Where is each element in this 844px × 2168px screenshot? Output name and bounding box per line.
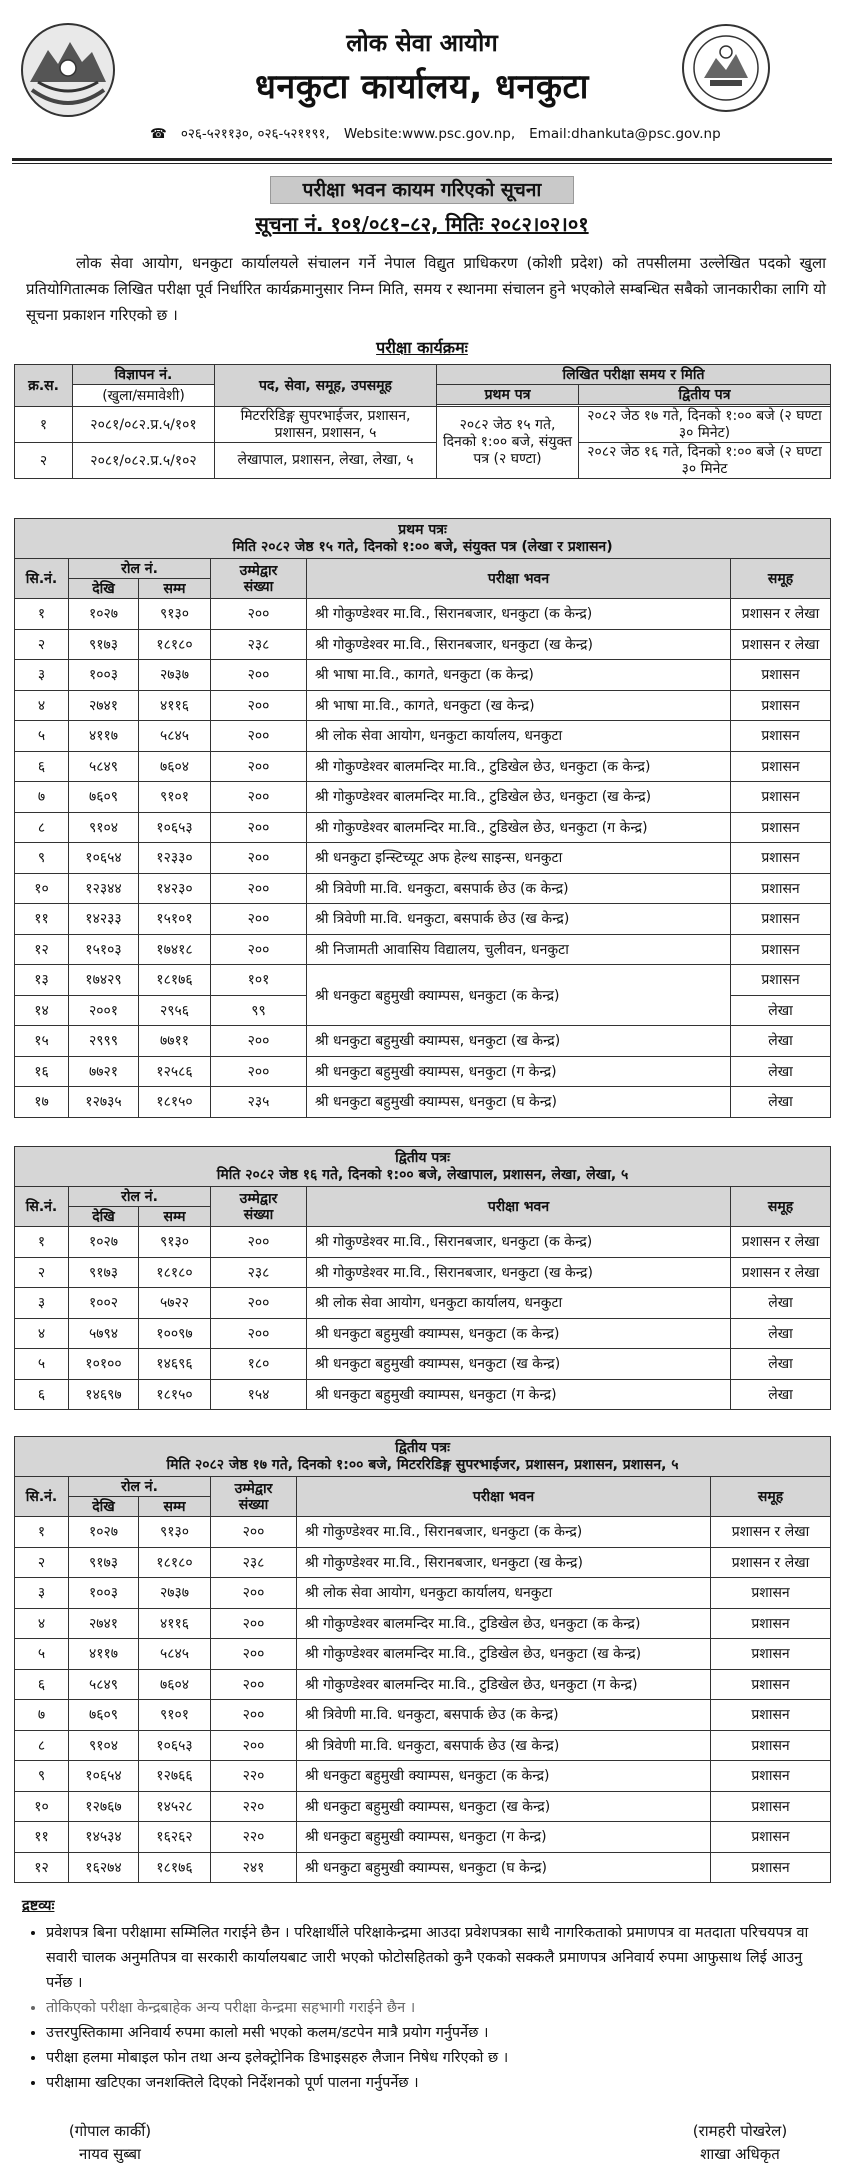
cell-roll-from: १६२७४ (69, 1852, 139, 1883)
cell-group: प्रशासन (731, 843, 831, 874)
cell-sn: १७ (15, 1087, 69, 1118)
cell-exam-hall: श्री धनकुटा बहुमुखी क्याम्पस, धनकुटा (क केन्द्र) (297, 1761, 711, 1792)
cell-sn: ४ (15, 1608, 69, 1639)
cell-exam-hall: श्री त्रिवेणी मा.वि. धनकुटा, बसपार्क छेउ (ख केन्द्र) (307, 904, 731, 935)
cell-roll-from: ९१७३ (69, 629, 139, 660)
cell-roll-from: १२३४४ (69, 873, 139, 904)
cell-candidate-count: २०० (211, 1517, 297, 1548)
cell-candidate-count: २०० (211, 1608, 297, 1639)
table-row (15, 721, 831, 752)
cell-roll-to: ७७११ (139, 1026, 211, 1057)
cell-group: प्रशासन (731, 965, 831, 996)
cell-group: प्रशासन (711, 1639, 831, 1670)
header-adv-sub: (खुला/समावेशी) (73, 385, 215, 407)
table-row (15, 1288, 831, 1319)
cell-roll-from: १२७६७ (69, 1791, 139, 1822)
cell-roll-from: ५८४९ (69, 1669, 139, 1700)
cell-candidate-count: २०० (211, 599, 307, 630)
org-name: लोक सेवा आयोग (346, 29, 498, 57)
cell-sn: १५ (15, 1026, 69, 1057)
cell-exam-hall: श्री त्रिवेणी मा.वि. धनकुटा, बसपार्क छेउ (क केन्द्र) (307, 873, 731, 904)
cell-sn: ९ (15, 1761, 69, 1792)
cell-sn: ६ (15, 1379, 69, 1410)
table-row (15, 1669, 831, 1700)
office-name: धनकुटा कार्यालय, धनकुटा (255, 67, 589, 107)
cell-exam-hall: श्री धनकुटा बहुमुखी क्याम्पस, धनकुटा (ग केन्द्र) (307, 1056, 731, 1087)
cell-group: लेखा (731, 1056, 831, 1087)
phone-numbers: ०२६-५२११३०, ०२६-५२११९१, (180, 126, 330, 142)
notice-number: सूचना नं. १०१/०८१–८२, मितिः २०८२।०२।०१ (255, 212, 589, 236)
cell-roll-to: १८१८० (139, 1257, 211, 1288)
table-row (15, 873, 831, 904)
signature-right: (रामहरी पोखरेल) शाखा अधिकृत (692, 2122, 788, 2163)
cell-roll-from: ५८४९ (69, 751, 139, 782)
cell-sn: २ (15, 1257, 69, 1288)
email-link[interactable]: Email:dhankuta@psc.gov.np (529, 126, 721, 142)
cell-candidate-count: २०० (211, 1056, 307, 1087)
cell-group: प्रशासन (711, 1669, 831, 1700)
cell-sn: ५ (15, 1639, 69, 1670)
table-row (15, 904, 831, 935)
first-paper-table: प्रथम पत्रः मिति २०८२ जेष्ठ १५ गते, दिनको १:०० बजे, संयुक्त पत्र (लेखा र प्रशासन) सि.नं. रोल नं. उम्मेद्वार संख्या परीक्षा भवन समूह देखि सम्म १ १०२७ ९१३० २०० श्री गोकुण्डेश्वर मा.वि., सिरानबजार, धनकुटा (क केन्द्र) प्रशासन र लेखा २ ९१७३ १८१८० २३८ श्री गोकुण्डेश्वर मा.वि., सिरानबजार, धनकुटा (ख केन्द्र) प्रशासन र लेखा ३ १००३ २७३७ २०० श्री भाषा मा.वि., कागते, धनकुटा (क केन्द्र) प्रशासन ४ २७४१ ४११६ २०० श्री भाषा मा.वि., कागते, धनकुटा (ख केन्द्र) प्रशासन ५ ४११७ ५८४५ २०० श्री लोक सेवा आयोग, धनकुटा कार्यालय, धनकुटा प्रशासन ६ ५८४९ ७६०४ २०० श्री गोकुण्डेश्वर बालमन्दिर मा.वि., टुडिखेल छेउ, धनकुटा (क केन्द्र) प्रशासन ७ ७६०९ ९१०१ २०० श्री गोकुण्डेश्वर बालमन्दिर मा.वि., टुडिखेल छेउ, धनकुटा (ख केन्द्र) प्रशासन ८ ९१०४ १०६५३ २०० श्री गोकुण्डेश्वर बालमन्दिर मा.वि., टुडिखेल छेउ, धनकुटा (ग केन्द्र) प्रशासन ९ १०६५४ १२३३० २०० श्री धनकुटा इन्स्टिच्यूट अफ हेल्थ साइन्स, धनकुटा प्रशासन १० १२३४४ १४२३० २०० श्री त्रिवेणी मा.वि. धनकुटा, बसपार्क छेउ (क केन्द्र) प्रशासन ११ १४२३३ १५१०१ २०० श्री त्रिवेणी मा.वि. धनकुटा, बसपार्क छेउ (ख केन्द्र) प्रशासन १२ १५१०३ १७४१८ २०० श्री निजामती आवासिय विद्यालय, चुलीवन, धनकुटा प्रशासन १३ १७४२९ १८१७६ १०१ श्री धनकुटा बहुमुखी क्याम्पस, धनकुटा (क केन्द्र) प्रशासन १४ २००१ २९५६ ९९ लेखा १५ २९९९ ७७११ २०० श्री धनकुटा बहुमुखी क्याम्पस, धनकुटा (ख केन्द्र) लेखा १६ ७७२१ १२५८६ २०० श्री धनकुटा बहुमुखी क्याम्पस, धनकुटा (ग केन्द्र) लेखा १७ १२७३५ १८१५० २३५ श्री धनकुटा बहुमुखी क्याम्पस, धनकुटा (घ केन्द्र) लेखा (14, 518, 831, 1118)
cell-candidate-count: २३८ (211, 1257, 307, 1288)
cell-roll-from: १०१०० (69, 1349, 139, 1380)
cell-sn: १३ (15, 965, 69, 996)
cell-sn: १२ (15, 1852, 69, 1883)
cell-exam-hall: श्री गोकुण्डेश्वर मा.वि., सिरानबजार, धनकुटा (क केन्द्र) (297, 1517, 711, 1548)
cell-sn: ११ (15, 904, 69, 935)
cell-roll-from: १०२७ (69, 1517, 139, 1548)
cell-roll-to: १०६५३ (139, 1730, 211, 1761)
cell-candidate-count: २०० (211, 1669, 297, 1700)
cell-exam-hall: श्री धनकुटा बहुमुखी क्याम्पस, धनकुटा (क केन्द्र) (307, 965, 731, 1026)
table-row (15, 660, 831, 691)
schedule-title: परीक्षा कार्यक्रमः (376, 338, 468, 357)
cell-group: लेखा (731, 1379, 831, 1410)
cell-group: प्रशासन (731, 660, 831, 691)
table-row (15, 782, 831, 813)
header-first-paper: प्रथम पत्र (437, 385, 579, 405)
cell-exam-hall: श्री धनकुटा इन्स्टिच्यूट अफ हेल्थ साइन्स, धनकुटा (307, 843, 731, 874)
cell-group: प्रशासन र लेखा (731, 1227, 831, 1258)
cell-exam-hall: श्री गोकुण्डेश्वर बालमन्दिर मा.वि., टुडिखेल छेउ, धनकुटा (ग केन्द्र) (297, 1669, 711, 1700)
notes-section (22, 1894, 832, 2096)
cell-sn: १ (15, 1227, 69, 1258)
intro-paragraph: लोक सेवा आयोग, धनकुटा कार्यालयले संचालन गर्ने नेपाल विद्युत प्राधिकरण (कोशी प्रदेश) को तपसीलमा उल्लेखित पदको खुला प्रतियोगितात्मक लिखित परीक्षा पूर्व निर्धारित कार्यक्रमानुसार निम्न मिति, समय र स्थानमा संचालन हुने भएकोले सम्बन्धित सबैको जानकारीका लागि यो सूचना प्रकाशन गरिएको छ । (26, 254, 826, 324)
second-paper-accounts-table: द्वितीय पत्रः मिति २०८२ जेष्ठ १६ गते, दिनको १:०० बजे, लेखापाल, प्रशासन, लेखा, लेखा, ५ सि.नं. रोल नं. उम्मेद्वार संख्या परीक्षा भवन समूह देखि सम्म १ १०२७ ९१३० २०० श्री गोकुण्डेश्वर मा.वि., सिरानबजार, धनकुटा (क केन्द्र) प्रशासन र लेखा २ ९१७३ १८१८० २३८ श्री गोकुण्डेश्वर मा.वि., सिरानबजार, धनकुटा (ख केन्द्र) प्रशासन र लेखा ३ १००२ ५७२२ २०० श्री लोक सेवा आयोग, धनकुटा कार्यालय, धनकुटा लेखा ४ ५७९४ १००९७ २०० श्री धनकुटा बहुमुखी क्याम्पस, धनकुटा (क केन्द्र) लेखा ५ १०१०० १४६९६ १८० श्री धनकुटा बहुमुखी क्याम्पस, धनकुटा (ख केन्द्र) लेखा ६ १४६९७ १८१५० १५४ श्री धनकुटा बहुमुखी क्याम्पस, धनकुटा (ग केन्द्र) लेखा (14, 1146, 831, 1410)
cell-sn: ५ (15, 721, 69, 752)
cell-roll-from: २७४१ (69, 1608, 139, 1639)
cell-roll-from: १४६९७ (69, 1379, 139, 1410)
cell-roll-from: १०२७ (69, 1227, 139, 1258)
cell-candidate-count: २०० (211, 1318, 307, 1349)
cell-roll-to: १८१७६ (139, 965, 211, 996)
cell-candidate-count: २०० (211, 1578, 297, 1609)
psc-seal-icon (680, 22, 772, 114)
cell-roll-from: १००३ (69, 660, 139, 691)
cell-candidate-count: २०० (211, 843, 307, 874)
cell-roll-to: ७६०४ (139, 751, 211, 782)
table-row (15, 1087, 831, 1118)
cell-sn: ७ (15, 782, 69, 813)
table-row (15, 690, 831, 721)
cell-roll-to: १८१५० (139, 1379, 211, 1410)
website-link[interactable]: Website:www.psc.gov.np, (343, 126, 516, 142)
cell-roll-from: २७४१ (69, 690, 139, 721)
cell-group: प्रशासन (711, 1761, 831, 1792)
cell-candidate-count: १०१ (211, 965, 307, 996)
contact-row (150, 124, 735, 142)
table-row (15, 1379, 831, 1410)
cell-roll-from: २९९९ (69, 1026, 139, 1057)
cell-roll-to: २७३७ (139, 660, 211, 691)
cell-sn: ११ (15, 1822, 69, 1853)
schedule-row: १ २०८१/०८२.प्र.५/१०१ मिटररिडिङ्ग सुपरभाईजर, प्रशासन, प्रशासन, प्रशासन, ५ २०८२ जेठ १५ गते, दिनको १:०० बजे, संयुक्त पत्र (२ घण्टा) २०८२ जेठ १७ गते, दिनको १:०० बजे (२ घण्टा ३० मिनेट) (15, 407, 831, 443)
note-item: • तोकिएको परीक्षा केन्द्रबाहेक अन्य परीक्षा केन्द्रमा सहभागी गराईने छैन । (46, 1996, 832, 2021)
cell-exam-hall: श्री धनकुटा बहुमुखी क्याम्पस, धनकुटा (ग केन्द्र) (307, 1379, 731, 1410)
cell-roll-to: १६२६२ (139, 1822, 211, 1853)
table-row (15, 934, 831, 965)
cell-exam-hall: श्री धनकुटा बहुमुखी क्याम्पस, धनकुटा (घ केन्द्र) (297, 1852, 711, 1883)
cell-group: लेखा (731, 995, 831, 1026)
table-row (15, 599, 831, 630)
table-row (15, 1026, 831, 1057)
cell-group: लेखा (731, 1087, 831, 1118)
cell-group: प्रशासन (731, 751, 831, 782)
cell-roll-from: १४२३३ (69, 904, 139, 935)
cell-sn: २ (15, 1547, 69, 1578)
cell-roll-from: २००१ (69, 995, 139, 1026)
cell-group: प्रशासन (731, 690, 831, 721)
table-row (15, 965, 831, 996)
cell-roll-to: १२५८६ (139, 1056, 211, 1087)
cell-roll-to: १५१०१ (139, 904, 211, 935)
table-row (15, 1700, 831, 1731)
cell-roll-from: १२७३५ (69, 1087, 139, 1118)
cell-candidate-count: २०० (211, 904, 307, 935)
table-row (15, 629, 831, 660)
cell-exam-hall: श्री गोकुण्डेश्वर मा.वि., सिरानबजार, धनकुटा (क केन्द्र) (307, 599, 731, 630)
cell-roll-to: १८१७६ (139, 1852, 211, 1883)
schedule-row: २ २०८१/०८२.प्र.५/१०२ लेखापाल, प्रशासन, लेखा, लेखा, ५ २०८२ जेठ १६ गते, दिनको १:०० बजे (२ घण्टा ३० मिनेट (15, 443, 831, 479)
cell-exam-hall: श्री गोकुण्डेश्वर मा.वि., सिरानबजार, धनकुटा (क केन्द्र) (307, 1227, 731, 1258)
cell-group: प्रशासन (731, 782, 831, 813)
cell-roll-to: ४११६ (139, 690, 211, 721)
cell-group: प्रशासन (731, 934, 831, 965)
letterhead (0, 0, 844, 160)
notes-list (22, 1921, 832, 2096)
table-row (15, 1517, 831, 1548)
cell-candidate-count: २२० (211, 1822, 297, 1853)
cell-candidate-count: २०० (211, 812, 307, 843)
cell-sn: २ (15, 629, 69, 660)
cell-roll-from: ९१७३ (69, 1257, 139, 1288)
cell-roll-to: ९१३० (139, 599, 211, 630)
cell-roll-to: ४११६ (139, 1608, 211, 1639)
cell-roll-to: १८१८० (139, 1547, 211, 1578)
cell-candidate-count: २०० (211, 1026, 307, 1057)
table-row (15, 1227, 831, 1258)
cell-exam-hall: श्री लोक सेवा आयोग, धनकुटा कार्यालय, धनकुटा (307, 1288, 731, 1319)
cell-group: प्रशासन र लेखा (711, 1547, 831, 1578)
cell-sn: ८ (15, 1730, 69, 1761)
cell-sn: ७ (15, 1700, 69, 1731)
cell-roll-from: ५७९४ (69, 1318, 139, 1349)
cell-roll-to: ५७२२ (139, 1288, 211, 1319)
cell-group: प्रशासन (711, 1730, 831, 1761)
cell-candidate-count: २०० (211, 1288, 307, 1319)
cell-group: लेखा (731, 1026, 831, 1057)
cell-group: प्रशासन र लेखा (731, 599, 831, 630)
cell-exam-hall: श्री धनकुटा बहुमुखी क्याम्पस, धनकुटा (ख केन्द्र) (307, 1026, 731, 1057)
cell-roll-from: ७६०९ (69, 782, 139, 813)
cell-candidate-count: २०० (211, 751, 307, 782)
cell-group: प्रशासन (731, 812, 831, 843)
cell-roll-to: ९१०१ (139, 782, 211, 813)
notice-title: परीक्षा भवन कायम गरिएको सूचना (270, 176, 574, 204)
cell-exam-hall: श्री गोकुण्डेश्वर बालमन्दिर मा.वि., टुडिखेल छेउ, धनकुटा (ख केन्द्र) (307, 782, 731, 813)
schedule-table (14, 364, 831, 479)
cell-sn: १० (15, 873, 69, 904)
table-row (15, 1578, 831, 1609)
cell-group: प्रशासन (711, 1700, 831, 1731)
cell-roll-to: ९१३० (139, 1517, 211, 1548)
cell-candidate-count: २०० (211, 1700, 297, 1731)
cell-sn: १ (15, 599, 69, 630)
cell-candidate-count: २०० (211, 1730, 297, 1761)
cell-sn: १० (15, 1791, 69, 1822)
cell-sn: ४ (15, 1318, 69, 1349)
cell-candidate-count: ९९ (211, 995, 307, 1026)
cell-exam-hall: श्री धनकुटा बहुमुखी क्याम्पस, धनकुटा (ख केन्द्र) (297, 1791, 711, 1822)
cell-group: प्रशासन (731, 721, 831, 752)
table-caption: प्रथम पत्रः मिति २०८२ जेष्ठ १५ गते, दिनको १:०० बजे, संयुक्त पत्र (लेखा र प्रशासन) (15, 519, 831, 559)
cell-exam-hall: श्री गोकुण्डेश्वर मा.वि., सिरानबजार, धनकुटा (ख केन्द्र) (297, 1547, 711, 1578)
table-row (15, 1349, 831, 1380)
signature-left: (गोपाल कार्की) नायव सुब्बा (68, 2122, 152, 2163)
cell-roll-from: ७६०९ (69, 1700, 139, 1731)
second-paper-meter-table: द्वितीय पत्रः मिति २०८२ जेष्ठ १७ गते, दिनको १:०० बजे, मिटररिडिङ्ग सुपरभाईजर, प्रशासन, प्रशासन, प्रशासन, ५ सि.नं. रोल नं. उम्मेद्वार संख्या परीक्षा भवन समूह देखि सम्म १ १०२७ ९१३० २०० श्री गोकुण्डेश्वर मा.वि., सिरानबजार, धनकुटा (क केन्द्र) प्रशासन र लेखा २ ९१७३ १८१८० २३८ श्री गोकुण्डेश्वर मा.वि., सिरानबजार, धनकुटा (ख केन्द्र) प्रशासन र लेखा ३ १००३ २७३७ २०० श्री लोक सेवा आयोग, धनकुटा कार्यालय, धनकुटा प्रशासन ४ २७४१ ४११६ २०० श्री गोकुण्डेश्वर बालमन्दिर मा.वि., टुडिखेल छेउ, धनकुटा (क केन्द्र) प्रशासन ५ ४११७ ५८४५ २०० श्री गोकुण्डेश्वर बालमन्दिर मा.वि., टुडिखेल छेउ, धनकुटा (ख केन्द्र) प्रशासन ६ ५८४९ ७६०४ २०० श्री गोकुण्डेश्वर बालमन्दिर मा.वि., टुडिखेल छेउ, धनकुटा (ग केन्द्र) प्रशासन ७ ७६०९ ९१०१ २०० श्री त्रिवेणी मा.वि. धनकुटा, बसपार्क छेउ (क केन्द्र) प्रशासन ८ ९१०४ १०६५३ २०० श्री त्रिवेणी मा.वि. धनकुटा, बसपार्क छेउ (ख केन्द्र) प्रशासन ९ १०६५४ १२७६६ २२० श्री धनकुटा बहुमुखी क्याम्पस, धनकुटा (क केन्द्र) प्रशासन १० १२७६७ १४५२८ २२० श्री धनकुटा बहुमुखी क्याम्पस, धनकुटा (ख केन्द्र) प्रशासन ११ १४५३४ १६२६२ २२० श्री धनकुटा बहुमुखी क्याम्पस, धनकुटा (ग केन्द्र) प्रशासन १२ १६२७४ १८१७६ २४१ श्री धनकुटा बहुमुखी क्याम्पस, धनकुटा (घ केन्द्र) प्रशासन (14, 1436, 831, 1883)
cell-roll-to: १२७६६ (139, 1761, 211, 1792)
cell-roll-from: ९१०४ (69, 812, 139, 843)
note-item: • उत्तरपुस्तिकामा अनिवार्य रुपमा कालो मसी भएको कलम/डटपेन मात्रै प्रयोग गर्नुपर्नेछ । (46, 2021, 832, 2046)
table-row (15, 843, 831, 874)
cell-group: प्रशासन र लेखा (711, 1517, 831, 1548)
cell-exam-hall: श्री भाषा मा.वि., कागते, धनकुटा (क केन्द्र) (307, 660, 731, 691)
cell-roll-from: १०६५४ (69, 843, 139, 874)
cell-sn: १२ (15, 934, 69, 965)
cell-roll-to: १८१५० (139, 1087, 211, 1118)
table-row (15, 812, 831, 843)
table-row (15, 751, 831, 782)
cell-exam-hall: श्री गोकुण्डेश्वर बालमन्दिर मा.वि., टुडिखेल छेउ, धनकुटा (ग केन्द्र) (307, 812, 731, 843)
cell-sn: ४ (15, 690, 69, 721)
table-caption: द्वितीय पत्रः मिति २०८२ जेष्ठ १६ गते, दिनको १:०० बजे, लेखापाल, प्रशासन, लेखा, लेखा, ५ (15, 1147, 831, 1187)
cell-sn: १४ (15, 995, 69, 1026)
cell-sn: ५ (15, 1349, 69, 1380)
cell-roll-from: १००३ (69, 1578, 139, 1609)
cell-candidate-count: २०० (211, 1639, 297, 1670)
note-item: • परीक्षामा खटिएका जनशक्तिले दिएको निर्देशनको पूर्ण पालना गर्नुपर्नेछ । (46, 2071, 832, 2096)
cell-roll-from: ९१७३ (69, 1547, 139, 1578)
header-adv-no: विज्ञापन नं. (73, 365, 215, 385)
table-row (15, 1822, 831, 1853)
cell-candidate-count: २२० (211, 1791, 297, 1822)
cell-exam-hall: श्री त्रिवेणी मा.वि. धनकुटा, बसपार्क छेउ (ख केन्द्र) (297, 1730, 711, 1761)
cell-roll-to: १२३३० (139, 843, 211, 874)
cell-exam-hall: श्री धनकुटा बहुमुखी क्याम्पस, धनकुटा (ग केन्द्र) (297, 1822, 711, 1853)
notes-title: द्रष्टव्यः (22, 1898, 55, 1914)
cell-group: प्रशासन (711, 1791, 831, 1822)
telephone-icon: ☎ (150, 126, 167, 142)
cell-roll-to: २९५६ (139, 995, 211, 1026)
cell-candidate-count: २०० (211, 721, 307, 752)
cell-group: प्रशासन (711, 1822, 831, 1853)
cell-candidate-count: २३८ (211, 1547, 297, 1578)
table-caption: द्वितीय पत्रः मिति २०८२ जेष्ठ १७ गते, दिनको १:०० बजे, मिटररिडिङ्ग सुपरभाईजर, प्रशासन, प्रशासन, प्रशासन, ५ (15, 1437, 831, 1477)
cell-candidate-count: १८० (211, 1349, 307, 1380)
cell-candidate-count: १५४ (211, 1379, 307, 1410)
cell-exam-hall: श्री धनकुटा बहुमुखी क्याम्पस, धनकुटा (ख केन्द्र) (307, 1349, 731, 1380)
cell-exam-hall: श्री धनकुटा बहुमुखी क्याम्पस, धनकुटा (घ केन्द्र) (307, 1087, 731, 1118)
cell-sn: ६ (15, 751, 69, 782)
header-written: लिखित परीक्षा समय र मिति (437, 365, 831, 385)
header-divider (12, 158, 832, 161)
cell-candidate-count: २३८ (211, 629, 307, 660)
table-row (15, 1257, 831, 1288)
cell-candidate-count: २०० (211, 1227, 307, 1258)
cell-exam-hall: श्री निजामती आवासिय विद्यालय, चुलीवन, धनकुटा (307, 934, 731, 965)
cell-exam-hall: श्री गोकुण्डेश्वर बालमन्दिर मा.वि., टुडिखेल छेउ, धनकुटा (ख केन्द्र) (297, 1639, 711, 1670)
first-paper-shared: २०८२ जेठ १५ गते, दिनको १:०० बजे, संयुक्त पत्र (२ घण्टा) (437, 407, 579, 479)
cell-sn: ३ (15, 1578, 69, 1609)
cell-exam-hall: श्री त्रिवेणी मा.वि. धनकुटा, बसपार्क छेउ (क केन्द्र) (297, 1700, 711, 1731)
cell-exam-hall: श्री गोकुण्डेश्वर मा.वि., सिरानबजार, धनकुटा (ख केन्द्र) (307, 629, 731, 660)
cell-exam-hall: श्री गोकुण्डेश्वर बालमन्दिर मा.वि., टुडिखेल छेउ, धनकुटा (क केन्द्र) (307, 751, 731, 782)
cell-sn: ६ (15, 1669, 69, 1700)
cell-candidate-count: २०० (211, 782, 307, 813)
table-row (15, 1547, 831, 1578)
cell-roll-from: ९१०४ (69, 1730, 139, 1761)
cell-roll-from: १०२७ (69, 599, 139, 630)
cell-roll-to: २७३७ (139, 1578, 211, 1609)
cell-roll-from: १०६५४ (69, 1761, 139, 1792)
cell-candidate-count: २३५ (211, 1087, 307, 1118)
cell-exam-hall: श्री गोकुण्डेश्वर बालमन्दिर मा.वि., टुडिखेल छेउ, धनकुटा (क केन्द्र) (297, 1608, 711, 1639)
cell-roll-from: १००२ (69, 1288, 139, 1319)
cell-roll-to: १७४१८ (139, 934, 211, 965)
cell-group: लेखा (731, 1288, 831, 1319)
cell-candidate-count: २०० (211, 660, 307, 691)
cell-roll-to: ७६०४ (139, 1669, 211, 1700)
cell-exam-hall: श्री लोक सेवा आयोग, धनकुटा कार्यालय, धनकुटा (307, 721, 731, 752)
cell-group: प्रशासन (731, 904, 831, 935)
cell-roll-to: १०६५३ (139, 812, 211, 843)
cell-candidate-count: २०० (211, 934, 307, 965)
cell-candidate-count: २२० (211, 1761, 297, 1792)
cell-group: प्रशासन (731, 873, 831, 904)
cell-sn: ९ (15, 843, 69, 874)
cell-roll-from: ४११७ (69, 1639, 139, 1670)
table-row (15, 1056, 831, 1087)
cell-roll-to: ५८४५ (139, 721, 211, 752)
cell-roll-to: ५८४५ (139, 1639, 211, 1670)
cell-roll-to: ९१३० (139, 1227, 211, 1258)
cell-sn: ८ (15, 812, 69, 843)
cell-roll-from: ७७२१ (69, 1056, 139, 1087)
cell-group: प्रशासन (711, 1578, 831, 1609)
cell-group: प्रशासन र लेखा (731, 629, 831, 660)
header-sn: क्र.स. (15, 365, 73, 407)
cell-roll-from: १५१०३ (69, 934, 139, 965)
note-item: • परीक्षा हलमा मोबाइल फोन तथा अन्य इलेक्ट्रोनिक डिभाइसहरु लैजान निषेध गरिएको छ । (46, 2046, 832, 2071)
cell-candidate-count: २०० (211, 690, 307, 721)
cell-roll-to: १४५२८ (139, 1791, 211, 1822)
cell-group: प्रशासन (711, 1852, 831, 1883)
cell-group: प्रशासन र लेखा (731, 1257, 831, 1288)
cell-roll-from: १४५३४ (69, 1822, 139, 1853)
cell-candidate-count: २०० (211, 873, 307, 904)
note-item: • प्रवेशपत्र बिना परीक्षामा सम्मिलित गराईने छैन । परिक्षार्थीले परिक्षाकेन्द्रमा आउदा प्रवेशपत्रका साथै नागरिकताको प्रमाणपत्र वा मतदाता परिचयपत्र वा सवारी चालक अनुमतिपत्र वा सरकारी कार्यालयबाट जारी भएको फोटोसहितको कुनै एकको सक्कलै प्रमाणपत्र अनिवार्य रुपमा आफुसाथ लिई आउनु पर्नेछ । (46, 1921, 832, 1996)
cell-exam-hall: श्री भाषा मा.वि., कागते, धनकुटा (ख केन्द्र) (307, 690, 731, 721)
cell-roll-to: १४२३० (139, 873, 211, 904)
table-row (15, 1761, 831, 1792)
cell-sn: १ (15, 1517, 69, 1548)
cell-group: लेखा (731, 1318, 831, 1349)
table-row (15, 1791, 831, 1822)
cell-roll-to: १८१८० (139, 629, 211, 660)
cell-sn: ३ (15, 660, 69, 691)
cell-roll-to: ९१०१ (139, 1700, 211, 1731)
cell-sn: ३ (15, 1288, 69, 1319)
cell-exam-hall: श्री धनकुटा बहुमुखी क्याम्पस, धनकुटा (क केन्द्र) (307, 1318, 731, 1349)
table-row (15, 1639, 831, 1670)
table-row (15, 1852, 831, 1883)
header-second-paper: द्वितीय पत्र (579, 385, 831, 405)
cell-group: लेखा (731, 1349, 831, 1380)
cell-roll-from: १७४२९ (69, 965, 139, 996)
cell-roll-from: ४११७ (69, 721, 139, 752)
table-row (15, 1730, 831, 1761)
cell-candidate-count: २४१ (211, 1852, 297, 1883)
header-divider-thin (12, 163, 832, 164)
cell-roll-to: १००९७ (139, 1318, 211, 1349)
cell-group: प्रशासन (711, 1608, 831, 1639)
cell-roll-to: १४६९६ (139, 1349, 211, 1380)
cell-exam-hall: श्री गोकुण्डेश्वर मा.वि., सिरानबजार, धनकुटा (ख केन्द्र) (307, 1257, 731, 1288)
cell-exam-hall: श्री लोक सेवा आयोग, धनकुटा कार्यालय, धनकुटा (297, 1578, 711, 1609)
header-post: पद, सेवा, समूह, उपसमूह (215, 365, 437, 407)
cell-sn: १६ (15, 1056, 69, 1087)
table-row (15, 1608, 831, 1639)
table-row (15, 1318, 831, 1349)
